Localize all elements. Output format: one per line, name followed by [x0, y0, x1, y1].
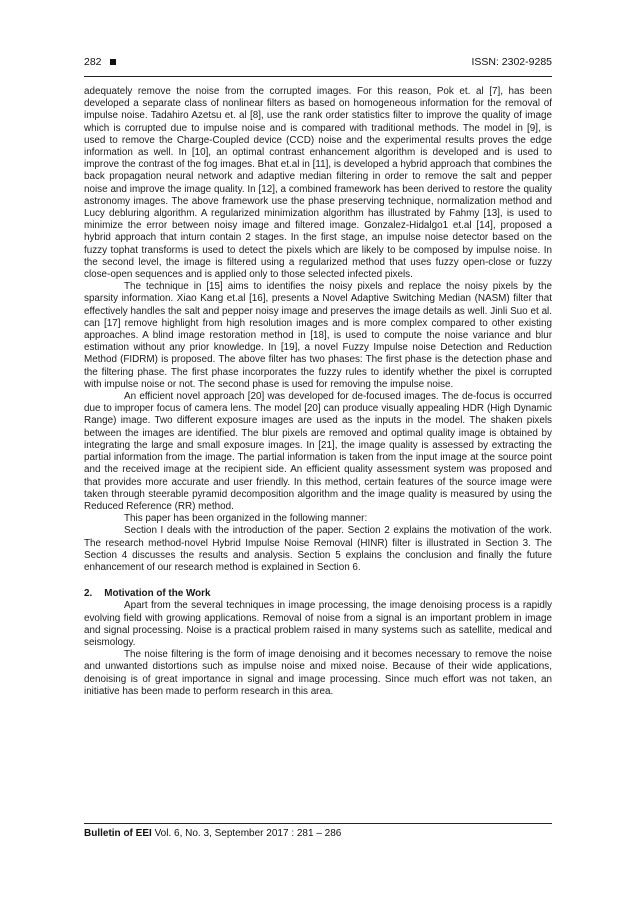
issn-label: ISSN: 2302-9285 — [471, 56, 552, 68]
page-header — [84, 56, 552, 72]
paragraph-7: The noise filtering is the form of image denoising and it becomes necessary to remove the noise and unwanted distortions such as impulse noise and mixed noise. Because of their wide applications, denoising is of great importance in signal and image processing. Since much effort was not taken, an initiative has been made to perform research in this area. — [84, 649, 552, 697]
header-divider — [84, 76, 552, 77]
paragraph-2: The technique in [15] aims to identifies the noisy pixels and replace the noisy pixels by the sparsity information. Xiao Kang et.al [16], presents a Novel Adaptive Switching Median (NASM) filter that effectively handles the salt and pepper noisy image and preserves the image details as well. Jinli Suo et al. can [17] remove highlight from high resolution images and is more complex compared to other existing approaches. A blind image restoration method in [18], is used to compute the noise variance and blur estimation without any prior knowledge. In [19], a novel Fuzzy Impulse noise Detection and Reduction Method (FIDRM) is proposed. The above filter has two phases: The first phase is the detection phase and the filtering phase. The first phase incorporates the fuzzy rules to identify whether the pixel is corrupted with impulse noise or not. The second phase is used for removing the impulse noise. — [84, 281, 552, 390]
paragraph-1: adequately remove the noise from the corrupted images. For this reason, Pok et. al [7], has been developed a separate class of nonlinear filters as based on homogeneous information for the removal of impulse noise. Tadahiro Azetsu et. al [8], use the rank order statistics filter to improve the quality of image which is corrupted due to impulse noise and is compared with traditional methods. The model in [9], is used to remove the Charge-Coupled device (CCD) noise and the experimental results proves the edge information as well. In [10], an optimal contrast enhancement algorithm is developed and is used to improve the contrast of the fog images. Bhat et.al in [11], is developed a hybrid approach that combines the back propagation neural network and adaptive median filtering in order to remove the salt and pepper noise and improve the image quality. In [12], a combined framework has been derived to restore the quality astronomy images. The above framework use the phase preserving technique, normalization method and Lucy debluring algorithm. A regularized minimization algorithm has illustrated by Fahmy [13], is used to minimize the error between noisy image and filtered image. Gonzalez-Hidalgo1 et.al [14], proposed a hybrid approach that inturn contain 2 stages. In the first stage, an impulse noise detector based on the fuzzy tophat transforms is used to detect the pixels which are likely to be composed by impulse noise. In the second level, the image is filtered using a regularized method that uses fuzzy open-close or fuzzy close-open sequences and is applied only to those selected infected pixels. — [84, 86, 552, 281]
paragraph-3: An efficient novel approach [20] was developed for de-focused images. The de-focus is occurred due to improper focus of camera lens. The model [20] can produce visually appealing HDR (High Dynamic Range) image. Two different exposure images are used as the inputs in the model. The shaken pixels between the images are identified. The blur pixels are removed and optimal quality image is obtained by integrating the large and small exposure images. In [21], the image quality is assessed by extracting the partial information from the image. The partial information is taken from the input image at the source point and the received image at the recipient side. An efficient quality assessment system was proposed and that provides more accurate and user friendly. In this method, certain features of the source image were taken through steerable pyramid decomposition algorithm and the image quality is measured by using the Reduced Reference (RR) method. — [84, 391, 552, 512]
footer-divider — [84, 823, 552, 824]
section-number: 2. — [84, 588, 93, 600]
header-left — [84, 56, 116, 68]
journal-name: Bulletin of EEI — [84, 828, 152, 839]
issue-details: Vol. 6, No. 3, September 2017 : 281 – 286 — [154, 828, 342, 839]
page-number: 282 — [84, 56, 102, 68]
paragraph-6: Apart from the several techniques in image processing, the image denoising process is a rapidly evolving field with growing applications. Removal of noise from a signal is an important problem in image and signal processing. Noise is a practical problem raised in many systems such as satellite, medical and seismology. — [84, 600, 552, 648]
section-title: Motivation of the Work — [104, 588, 211, 600]
paragraph-4: This paper has been organized in the following manner: — [124, 513, 368, 525]
square-bullet-icon — [110, 59, 116, 65]
page-footer — [84, 828, 341, 839]
section-heading — [84, 588, 552, 600]
body-text — [84, 86, 552, 698]
paragraph-5: Section I deals with the introduction of the paper. Section 2 explains the motivation of the work. The research method-novel Hybrid Impulse Noise Removal (HINR) filter is illustrated in Section 3. The Section 4 discusses the results and analysis. Section 5 explains the conclusion and finally the future enhancement of our research method is explained in Section 6. — [84, 525, 552, 573]
